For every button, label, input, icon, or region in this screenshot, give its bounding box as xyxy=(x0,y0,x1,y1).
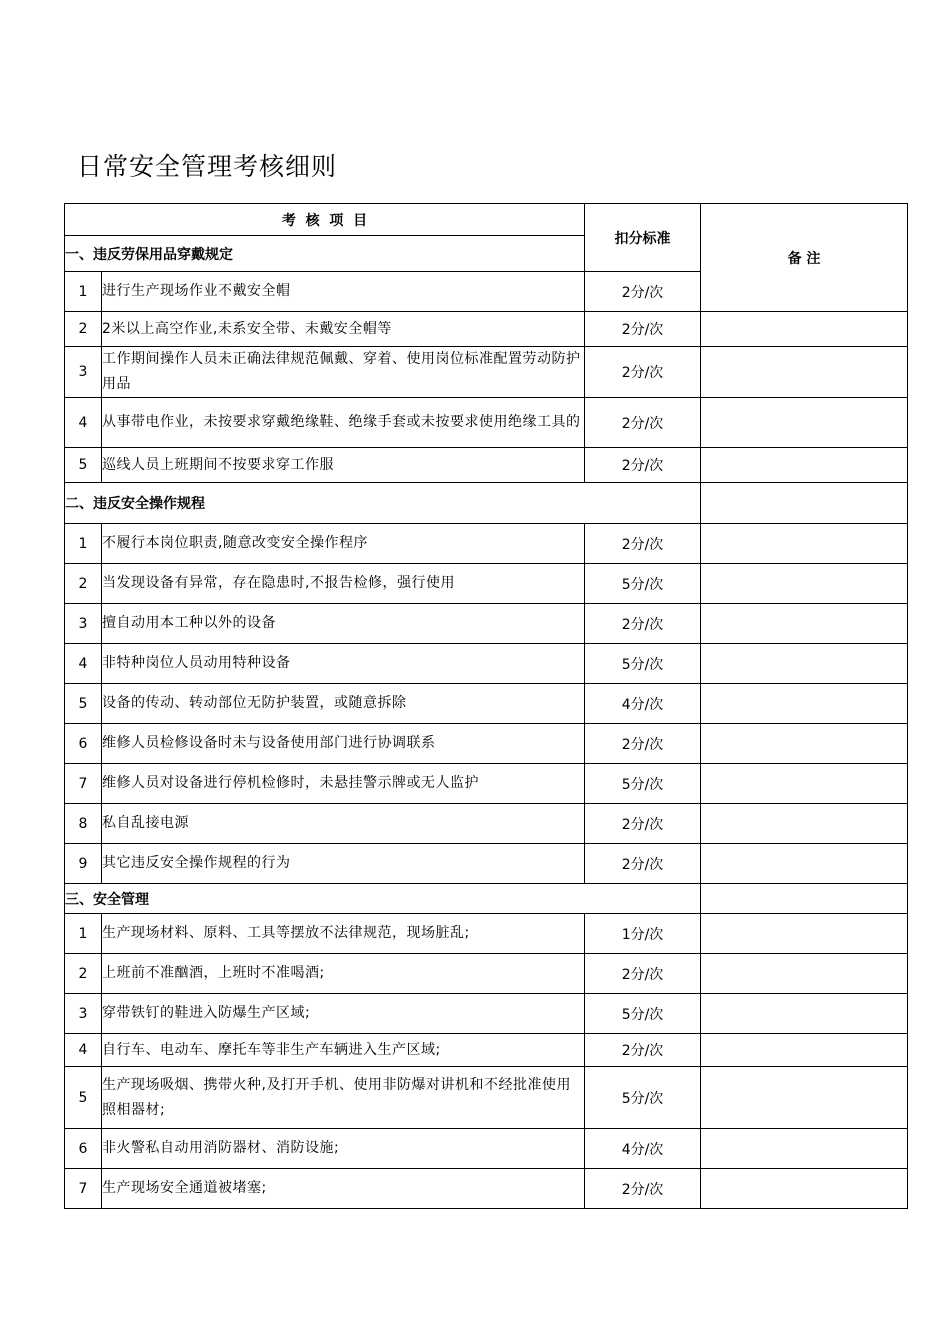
row-number: 2 xyxy=(65,954,102,994)
note-cell xyxy=(701,398,908,448)
row-number: 3 xyxy=(65,604,102,644)
row-number: 1 xyxy=(65,524,102,564)
row-text: 生产现场吸烟、携带火种,及打开手机、使用非防爆对讲机和不经批准使用照相器材; xyxy=(102,1067,585,1129)
header-note: 备 注 xyxy=(701,204,908,312)
row-score: 2分/次 xyxy=(585,604,701,644)
note-cell xyxy=(701,1067,908,1129)
row-text: 设备的传动、转动部位无防护装置，或随意拆除 xyxy=(102,684,585,724)
row-number: 4 xyxy=(65,1034,102,1067)
row-score: 2分/次 xyxy=(585,347,701,398)
row-score: 4分/次 xyxy=(585,684,701,724)
row-text: 穿带铁钉的鞋进入防爆生产区域; xyxy=(102,994,585,1034)
row-score: 5分/次 xyxy=(585,564,701,604)
row-text: 巡线人员上班期间不按要求穿工作服 xyxy=(102,448,585,483)
note-cell xyxy=(701,884,908,914)
section-title-3: 三、安全管理 xyxy=(65,884,701,914)
row-number: 6 xyxy=(65,1129,102,1169)
row-text: 生产现场材料、原料、工具等摆放不法律规范，现场脏乱; xyxy=(102,914,585,954)
note-cell xyxy=(701,844,908,884)
row-text: 非火警私自动用消防器材、消防设施; xyxy=(102,1129,585,1169)
row-score: 2分/次 xyxy=(585,724,701,764)
note-cell xyxy=(701,994,908,1034)
note-cell xyxy=(701,1034,908,1067)
row-text: 上班前不准酗酒，上班时不准喝酒; xyxy=(102,954,585,994)
row-text: 从事带电作业，未按要求穿戴绝缘鞋、绝缘手套或未按要求使用绝缘工具的 xyxy=(102,398,585,448)
note-cell xyxy=(701,644,908,684)
row-text: 擅自动用本工种以外的设备 xyxy=(102,604,585,644)
row-text: 工作期间操作人员未正确法律规范佩戴、穿着、使用岗位标准配置劳动防护用品 xyxy=(102,347,585,398)
row-number: 4 xyxy=(65,644,102,684)
note-cell xyxy=(701,312,908,347)
assessment-table xyxy=(64,203,908,1209)
row-number: 2 xyxy=(65,312,102,347)
note-cell xyxy=(701,954,908,994)
row-number: 1 xyxy=(65,272,102,312)
row-score: 2分/次 xyxy=(585,804,701,844)
row-score: 2分/次 xyxy=(585,398,701,448)
row-score: 2分/次 xyxy=(585,524,701,564)
note-cell xyxy=(701,1129,908,1169)
row-score: 5分/次 xyxy=(585,1067,701,1129)
note-cell xyxy=(701,564,908,604)
row-text: 当发现设备有异常，存在隐患时,不报告检修，强行使用 xyxy=(102,564,585,604)
row-text: 私自乱接电源 xyxy=(102,804,585,844)
row-text: 生产现场安全通道被堵塞; xyxy=(102,1169,585,1209)
note-cell xyxy=(701,347,908,398)
note-cell xyxy=(701,684,908,724)
note-cell xyxy=(701,604,908,644)
row-text: 维修人员对设备进行停机检修时，未悬挂警示牌或无人监护 xyxy=(102,764,585,804)
note-cell xyxy=(701,1169,908,1209)
row-text: 自行车、电动车、摩托车等非生产车辆进入生产区域; xyxy=(102,1034,585,1067)
note-cell xyxy=(701,483,908,524)
row-number: 7 xyxy=(65,1169,102,1209)
header-score: 扣分标准 xyxy=(585,204,701,272)
note-cell xyxy=(701,764,908,804)
row-score: 2分/次 xyxy=(585,844,701,884)
row-score: 4分/次 xyxy=(585,1129,701,1169)
row-score: 1分/次 xyxy=(585,914,701,954)
row-number: 9 xyxy=(65,844,102,884)
row-text: 非特种岗位人员动用特种设备 xyxy=(102,644,585,684)
row-score: 5分/次 xyxy=(585,764,701,804)
row-number: 5 xyxy=(65,684,102,724)
row-score: 2分/次 xyxy=(585,1034,701,1067)
note-cell xyxy=(701,804,908,844)
row-score: 5分/次 xyxy=(585,994,701,1034)
row-number: 1 xyxy=(65,914,102,954)
note-cell xyxy=(701,724,908,764)
row-number: 5 xyxy=(65,1067,102,1129)
row-score: 2分/次 xyxy=(585,448,701,483)
note-cell xyxy=(701,914,908,954)
row-number: 7 xyxy=(65,764,102,804)
row-number: 2 xyxy=(65,564,102,604)
row-text: 不履行本岗位职责,随意改变安全操作程序 xyxy=(102,524,585,564)
page-title: 日常安全管理考核细则 xyxy=(77,152,338,181)
row-number: 6 xyxy=(65,724,102,764)
row-text: 进行生产现场作业不戴安全帽 xyxy=(102,272,585,312)
row-number: 5 xyxy=(65,448,102,483)
row-score: 2分/次 xyxy=(585,1169,701,1209)
row-number: 8 xyxy=(65,804,102,844)
row-text: 维修人员检修设备时未与设备使用部门进行协调联系 xyxy=(102,724,585,764)
row-number: 4 xyxy=(65,398,102,448)
row-score: 5分/次 xyxy=(585,644,701,684)
header-item: 考 核 项 目 xyxy=(65,204,585,236)
row-text: 2米以上高空作业,未系安全带、未戴安全帽等 xyxy=(102,312,585,347)
row-text: 其它违反安全操作规程的行为 xyxy=(102,844,585,884)
note-cell xyxy=(701,448,908,483)
section-title-2: 二、违反安全操作规程 xyxy=(65,483,701,524)
row-score: 2分/次 xyxy=(585,312,701,347)
note-cell xyxy=(701,524,908,564)
row-score: 2分/次 xyxy=(585,954,701,994)
row-score: 2分/次 xyxy=(585,272,701,312)
row-number: 3 xyxy=(65,994,102,1034)
row-number: 3 xyxy=(65,347,102,398)
section-title-1: 一、违反劳保用品穿戴规定 xyxy=(65,236,585,272)
